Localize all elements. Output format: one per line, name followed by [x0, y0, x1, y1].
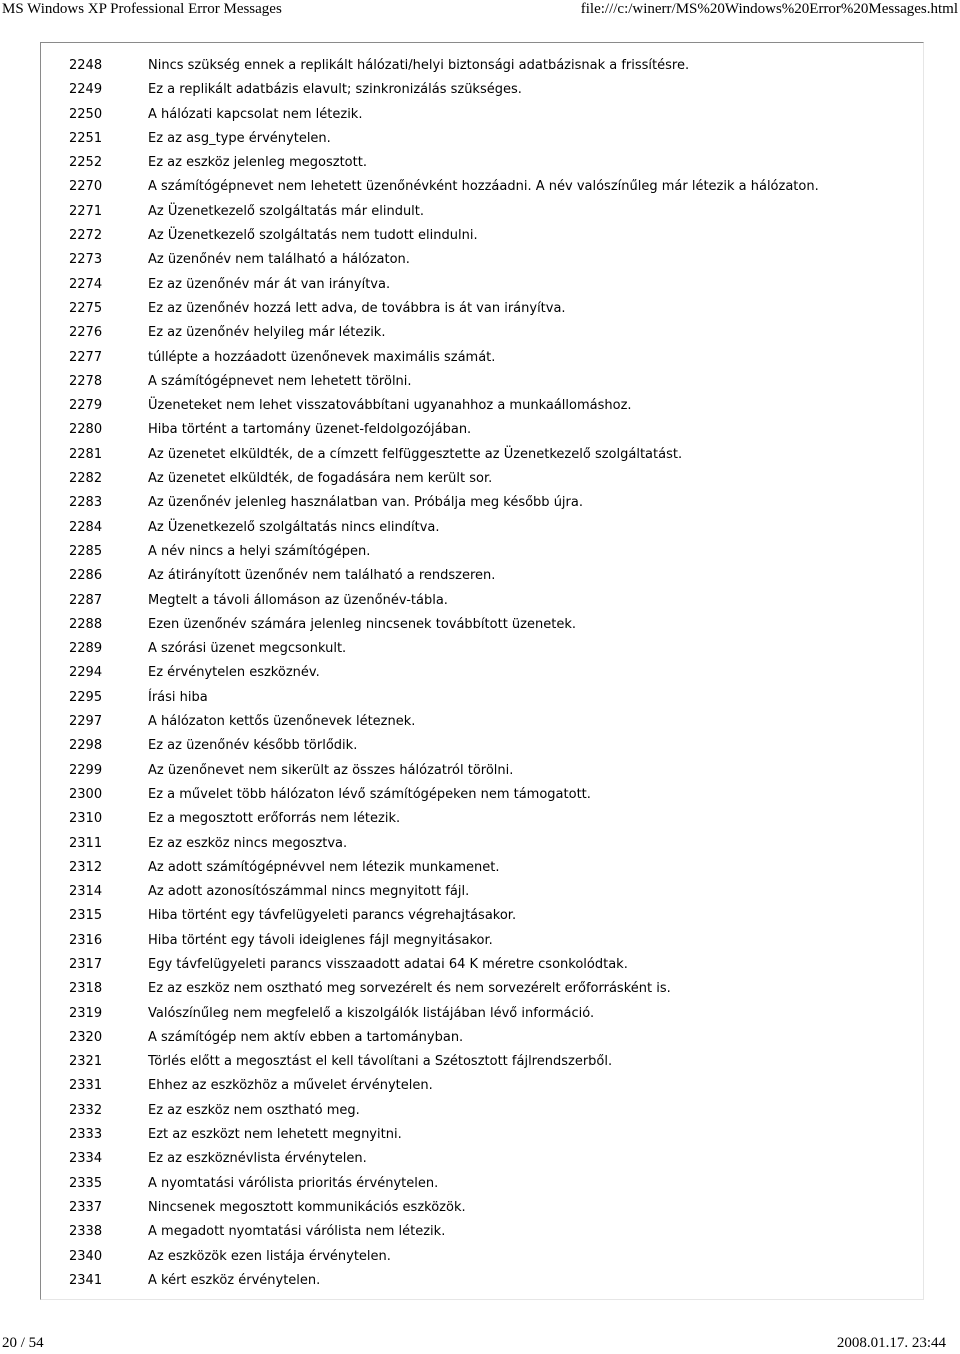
error-row: [41, 446, 923, 470]
error-code: 2321: [69, 1054, 103, 1070]
page-footer: [0, 1334, 960, 1354]
error-code: 2317: [69, 956, 103, 972]
error-message: Az Üzenetkezelő szolgáltatás nem tudott elindulni.: [148, 228, 478, 244]
error-row: [41, 397, 923, 421]
error-message: Megtelt a távoli állomáson az üzenőnév-tábla.: [148, 592, 448, 608]
error-message: A megadott nyomtatási várólista nem létezik.: [148, 1224, 446, 1240]
error-message: Az üzenőnév nem található a hálózaton.: [148, 252, 410, 268]
error-row: [41, 592, 923, 616]
error-message: Az Üzenetkezelő szolgáltatás már elindult.: [148, 203, 425, 219]
error-code: 2288: [69, 616, 103, 632]
error-row: [41, 1053, 923, 1077]
error-message: Az átirányított üzenőnév nem található a rendszeren.: [148, 568, 496, 584]
error-code: 2281: [69, 446, 103, 462]
error-row: [41, 737, 923, 761]
error-code: 2271: [69, 203, 103, 219]
error-row: [41, 956, 923, 980]
error-code: 2280: [69, 422, 103, 438]
error-message: Ez érvénytelen eszköznév.: [148, 665, 320, 681]
error-code: 2315: [69, 908, 103, 924]
document-title: MS Windows XP Professional Error Messages: [2, 1, 282, 17]
error-code: 2279: [69, 398, 103, 414]
error-row: [41, 810, 923, 834]
error-code: 2248: [69, 58, 103, 73]
error-message: A név nincs a helyi számítógépen.: [148, 543, 371, 559]
error-row: [41, 494, 923, 518]
print-datetime: 2008.01.17. 23:44: [836, 1335, 946, 1351]
error-message: Írási hiba: [148, 689, 208, 705]
error-message: Egy távfelügyeleti parancs visszaadott adatai 64 K méretre csonkolódtak.: [148, 956, 628, 972]
error-code: 2340: [69, 1248, 103, 1264]
error-message: Ez az eszköz jelenleg megosztott.: [148, 155, 367, 171]
error-code: 2283: [69, 495, 103, 511]
error-row: [41, 835, 923, 859]
error-message: Törlés előtt a megosztást el kell távolítani a Szétosztott fájlrendszerből.: [148, 1054, 613, 1070]
error-code: 2331: [69, 1078, 103, 1094]
error-message: Hiba történt a tartomány üzenet-feldolgozójában.: [148, 422, 472, 438]
error-message: túllépte a hozzáadott üzenőnevek maximális számát.: [148, 349, 496, 365]
error-message: Ez az üzenőnév később törlődik.: [148, 738, 358, 754]
error-row: [41, 689, 923, 713]
error-code: 2276: [69, 325, 103, 341]
error-row: [41, 543, 923, 567]
error-message: A hálózaton kettős üzenőnevek léteznek.: [148, 714, 416, 730]
error-message: Az üzenőnév jelenleg használatban van. Próbálja meg később újra.: [148, 495, 583, 511]
error-message: Ez az eszköznévlista érvénytelen.: [148, 1151, 367, 1167]
error-code: 2249: [69, 82, 103, 98]
error-message: Nincs szükség ennek a replikált hálózati/helyi biztonsági adatbázisnak a frissítésre.: [148, 58, 690, 73]
error-message: A kért eszköz érvénytelen.: [148, 1272, 321, 1288]
error-row: [41, 470, 923, 494]
error-code: 2274: [69, 276, 103, 292]
error-code: 2272: [69, 228, 103, 244]
error-row: [41, 859, 923, 883]
error-code: 2287: [69, 592, 103, 608]
error-row: [41, 421, 923, 445]
error-row: [41, 980, 923, 1004]
error-row: [41, 713, 923, 737]
error-code: 2289: [69, 641, 103, 657]
error-row: [41, 178, 923, 202]
error-message: Üzeneteket nem lehet visszatovábbítani ugyanahhoz a munkaállomáshoz.: [148, 398, 632, 414]
error-row: [41, 519, 923, 543]
error-row: [41, 616, 923, 640]
error-code: 2251: [69, 130, 103, 146]
error-message: Nincsenek megosztott kommunikációs eszközök.: [148, 1199, 466, 1215]
error-code: 2297: [69, 714, 103, 730]
error-message: Az üzenetet elküldték, de a címzett felfüggesztette az Üzenetkezelő szolgáltatást.: [148, 446, 683, 462]
error-code: 2286: [69, 568, 103, 584]
error-message: Ez az eszköz nincs megosztva.: [148, 835, 348, 851]
error-row: [41, 81, 923, 105]
error-message: A számítógépnevet nem lehetett törölni.: [148, 373, 412, 389]
error-code: 2332: [69, 1102, 103, 1118]
error-row: [41, 907, 923, 931]
error-row: [41, 1077, 923, 1101]
error-code: 2314: [69, 884, 103, 900]
error-row: [41, 1175, 923, 1199]
error-code: 2299: [69, 762, 103, 778]
error-row: [41, 1248, 923, 1272]
error-table-frame: [40, 42, 924, 1300]
error-message: Ezt az eszközt nem lehetett megnyitni.: [148, 1127, 402, 1143]
error-row: [41, 130, 923, 154]
error-code: 2252: [69, 155, 103, 171]
error-code: 2295: [69, 689, 103, 705]
error-row: [41, 883, 923, 907]
error-message: A hálózati kapcsolat nem létezik.: [148, 106, 363, 122]
error-code: 2270: [69, 179, 103, 195]
error-row: [41, 762, 923, 786]
error-code: 2298: [69, 738, 103, 754]
error-message: Az eszközök ezen listája érvénytelen.: [148, 1248, 391, 1264]
error-message: Hiba történt egy távfelügyeleti parancs végrehajtásakor.: [148, 908, 517, 924]
error-message: Az adott számítógépnévvel nem létezik munkamenet.: [148, 859, 500, 875]
error-message: Ez az eszköz nem osztható meg sorvezérelt és nem sorvezérelt erőforrásként is.: [148, 981, 671, 997]
error-message: Ez az üzenőnév már át van irányítva.: [148, 276, 391, 292]
error-message: Ez az eszköz nem osztható meg.: [148, 1102, 360, 1118]
error-row: [41, 373, 923, 397]
error-row: [41, 640, 923, 664]
error-row: [41, 1272, 923, 1296]
error-code: 2320: [69, 1029, 103, 1045]
error-code: 2278: [69, 373, 103, 389]
error-row: [41, 1029, 923, 1053]
error-row: [41, 1150, 923, 1174]
page-header: [0, 0, 960, 24]
error-message: Ez a replikált adatbázis elavult; szinkronizálás szükséges.: [148, 82, 522, 98]
error-code: 2300: [69, 786, 103, 802]
error-code: 2335: [69, 1175, 103, 1191]
error-row: [41, 251, 923, 275]
error-message: A számítógép nem aktív ebben a tartományban.: [148, 1029, 464, 1045]
error-row: [41, 1102, 923, 1126]
error-code: 2285: [69, 543, 103, 559]
error-message: Ez az üzenőnév helyileg már létezik.: [148, 325, 386, 341]
error-row: [41, 932, 923, 956]
error-row: [41, 57, 923, 81]
error-message: Az adott azonosítószámmal nincs megnyitott fájl.: [148, 884, 470, 900]
error-message: A számítógépnevet nem lehetett üzenőnévként hozzáadni. A név valószínűleg már létezik a hálózaton.: [148, 179, 819, 195]
error-code: 2341: [69, 1272, 103, 1288]
error-row: [41, 786, 923, 810]
error-row: [41, 276, 923, 300]
error-message: A szórási üzenet megcsonkult.: [148, 641, 347, 657]
error-row: [41, 106, 923, 130]
error-row: [41, 324, 923, 348]
error-message: Az Üzenetkezelő szolgáltatás nincs elindítva.: [148, 519, 440, 535]
error-message: Ezen üzenőnév számára jelenleg nincsenek továbbított üzenetek.: [148, 616, 576, 632]
error-row: [41, 300, 923, 324]
error-row: [41, 567, 923, 591]
error-row: [41, 154, 923, 178]
error-code: 2277: [69, 349, 103, 365]
error-message: Valószínűleg nem megfelelő a kiszolgálók listájában lévő információ.: [148, 1005, 595, 1021]
error-code: 2318: [69, 981, 103, 997]
error-message: Ez az asg_type érvénytelen.: [148, 130, 331, 146]
error-row: [41, 1199, 923, 1223]
error-message: Az üzenőnevet nem sikerült az összes hálózatról törölni.: [148, 762, 514, 778]
error-message: Az üzenetet elküldték, de fogadására nem került sor.: [148, 471, 493, 487]
error-code: 2273: [69, 252, 103, 268]
error-code: 2284: [69, 519, 103, 535]
error-row: [41, 1005, 923, 1029]
error-code: 2312: [69, 859, 103, 875]
error-message: A nyomtatási várólista prioritás érvénytelen.: [148, 1175, 439, 1191]
error-code: 2275: [69, 300, 103, 316]
error-code: 2334: [69, 1151, 103, 1167]
error-code: 2338: [69, 1224, 103, 1240]
error-row: [41, 227, 923, 251]
error-message: Ez a művelet több hálózaton lévő számítógépeken nem támogatott.: [148, 786, 591, 802]
error-message: Ez a megosztott erőforrás nem létezik.: [148, 811, 401, 827]
error-code: 2333: [69, 1127, 103, 1143]
error-code: 2311: [69, 835, 103, 851]
error-code: 2319: [69, 1005, 103, 1021]
error-message: Ehhez az eszközhöz a művelet érvénytelen.: [148, 1078, 433, 1094]
error-message: Ez az üzenőnév hozzá lett adva, de továbbra is át van irányítva.: [148, 300, 566, 316]
error-code: 2294: [69, 665, 103, 681]
page-number: 20 / 54: [2, 1335, 44, 1351]
error-row: [41, 203, 923, 227]
error-code: 2316: [69, 932, 103, 948]
error-row: [41, 1126, 923, 1150]
error-row: [41, 1223, 923, 1247]
error-row: [41, 664, 923, 688]
document-url: file:///c:/winerr/MS%20Windows%20Error%20Messages.html: [580, 1, 958, 17]
error-code: 2337: [69, 1199, 103, 1215]
error-code: 2310: [69, 811, 103, 827]
error-message-list: [41, 57, 923, 1296]
error-message: Hiba történt egy távoli ideiglenes fájl megnyitásakor.: [148, 932, 493, 948]
error-code: 2282: [69, 471, 103, 487]
error-code: 2250: [69, 106, 103, 122]
error-row: [41, 349, 923, 373]
